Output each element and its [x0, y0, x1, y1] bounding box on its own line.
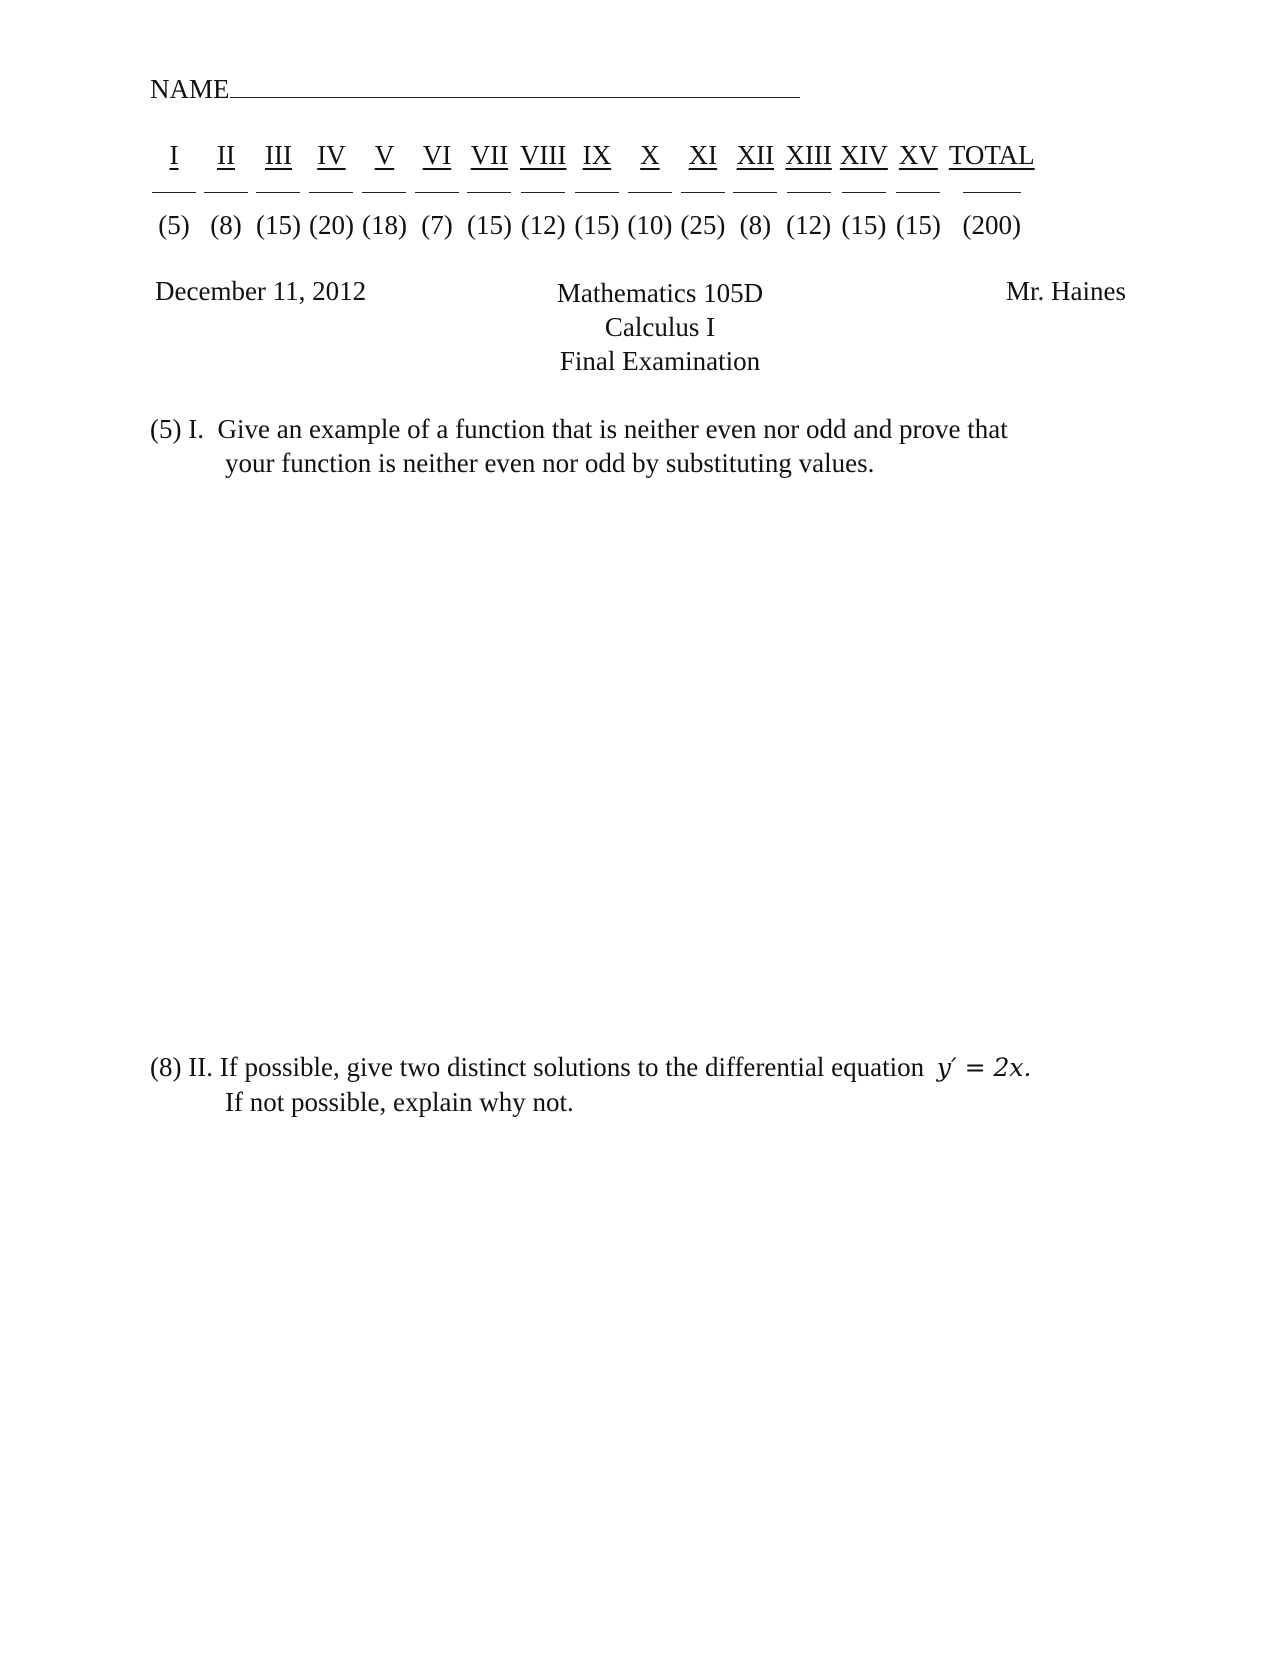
course-subject: Calculus I: [604, 312, 716, 342]
score-blank: [836, 175, 892, 206]
question-1-line-1: [150, 412, 1130, 446]
score-blank: [945, 175, 1039, 206]
score-table-blanks: [148, 175, 1039, 206]
score-col-label: V: [374, 140, 395, 170]
name-label: NAME: [150, 74, 230, 104]
score-col-label: XII: [736, 140, 775, 170]
question-number: I.: [188, 414, 204, 444]
score-blank: [252, 175, 305, 206]
score-col-points: (15): [895, 210, 941, 240]
score-blank: [463, 175, 516, 206]
question-number: II.: [188, 1052, 213, 1082]
score-col-points: (15): [841, 210, 887, 240]
score-table: [148, 140, 1039, 241]
score-blank: [411, 175, 463, 206]
score-col-points: (15): [256, 210, 301, 240]
score-col-label: XV: [898, 140, 938, 170]
score-blank: [623, 175, 676, 206]
score-col-points: (20): [308, 210, 354, 240]
score-col-label: VII: [470, 140, 509, 170]
score-blank: [148, 175, 200, 206]
score-col-label: TOTAL: [948, 140, 1035, 170]
exam-title: Final Examination: [559, 346, 761, 376]
score-col-label: VI: [422, 140, 452, 170]
question-2: [150, 1050, 1130, 1119]
score-table-labels: [148, 140, 1039, 175]
differential-equation: y′ = 2x.: [936, 1053, 1032, 1082]
score-col-points: (10): [627, 210, 673, 240]
question-1-line-2: your function is neither even nor odd by substituting values.: [225, 448, 875, 478]
course-name: Mathematics 105D: [556, 278, 764, 308]
score-col-points: (25): [680, 210, 726, 240]
question-2-line-2: If not possible, explain why not.: [225, 1087, 574, 1117]
score-blank: [892, 175, 945, 206]
question-text: If possible, give two distinct solutions to the differential equation: [219, 1052, 925, 1082]
score-col-label: II: [217, 140, 235, 170]
instructor-name: Mr. Haines: [1006, 276, 1126, 306]
score-col-label: III: [265, 140, 292, 170]
score-blank: [676, 175, 729, 206]
score-col-label: X: [640, 140, 660, 170]
score-col-points: (12): [520, 210, 566, 240]
question-1: [150, 412, 1130, 480]
question-points: (8): [150, 1052, 182, 1082]
question-text: Give an example of a function that is neither even nor odd and prove that: [217, 414, 1008, 444]
score-col-label: VIII: [519, 140, 567, 170]
score-col-points: (18): [361, 210, 407, 240]
score-col-label: XIV: [839, 140, 888, 170]
score-col-points: (5): [158, 210, 190, 240]
exam-date: December 11, 2012: [155, 276, 367, 306]
name-blank-line: [230, 75, 800, 98]
score-blank: [200, 175, 252, 206]
question-points: (5): [150, 414, 182, 444]
score-col-label: IX: [582, 140, 612, 170]
score-col-points: (15): [466, 210, 512, 240]
score-blank: [729, 175, 781, 206]
score-col-label: IV: [317, 140, 346, 170]
score-col-points: (12): [786, 210, 832, 240]
score-col-points: (200): [962, 210, 1021, 240]
score-col-label: XIII: [785, 140, 832, 170]
score-blank: [516, 175, 570, 206]
score-blank: [358, 175, 411, 206]
exam-title-block: [440, 276, 880, 378]
score-col-points: (8): [210, 210, 242, 240]
name-field: [150, 74, 800, 105]
score-blank: [570, 175, 623, 206]
question-2-line-1: [150, 1050, 1130, 1085]
score-blank: [781, 175, 835, 206]
score-col-points: (8): [739, 210, 772, 240]
score-col-points: (15): [574, 210, 620, 240]
score-col-points: (7): [421, 210, 453, 240]
score-col-label: I: [169, 140, 179, 170]
score-table-points: [148, 206, 1039, 241]
score-blank: [305, 175, 358, 206]
score-col-label: XI: [688, 140, 718, 170]
